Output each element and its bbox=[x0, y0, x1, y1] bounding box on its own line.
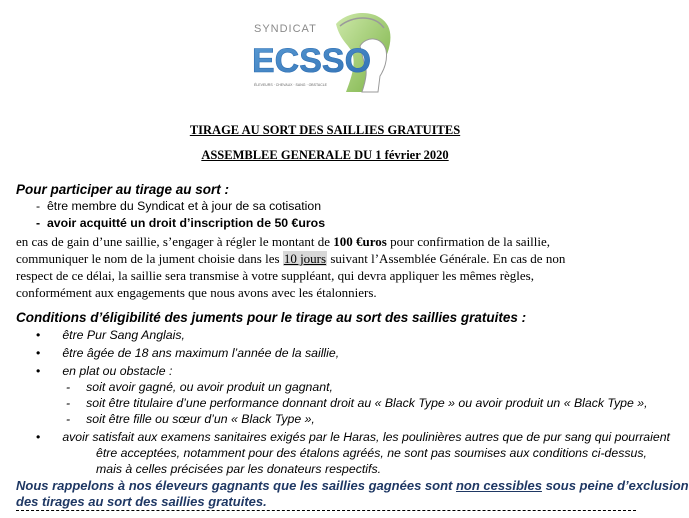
page-title: TIRAGE AU SORT DES SAILLIES GRATUITES bbox=[189, 123, 461, 137]
logo-fine-print: ÉLEVEURS · CHEVAUX · SANG · OBSTACLE bbox=[254, 83, 327, 87]
participate-item: - avoir acquitté un droit d’inscription de 50 €uros bbox=[36, 216, 326, 230]
amount-highlight: 100 €uros bbox=[333, 234, 387, 249]
page-subtitle: ASSEMBLEE GENERALE DU 1 février 2020 bbox=[201, 148, 449, 162]
paragraph-line: conformément aux engagements que nous avons avec les étalonniers. bbox=[16, 285, 377, 300]
eligibility-bullet-continuation: être acceptées, notamment pour des étalons agréés, ne sont pas soumises aux conditions ci-dessus, bbox=[96, 446, 647, 460]
dash-marker: - bbox=[36, 216, 47, 230]
eligibility-heading: Conditions d’éligibilité des juments pour le tirage au sort des saillies gratuites : bbox=[16, 310, 527, 325]
logo-name: ECSSO bbox=[252, 42, 372, 80]
participate-heading: Pour participer au tirage au sort : bbox=[16, 182, 230, 197]
eligibility-bullet: • avoir satisfait aux examens sanitaires exigés par le Haras, les poulinières autres que de pur sang qui pourraient bbox=[36, 430, 670, 444]
dash-marker: - bbox=[66, 396, 71, 410]
dashed-divider bbox=[16, 510, 636, 511]
eligibility-bullet: • être Pur Sang Anglais, bbox=[36, 328, 185, 342]
eligibility-sub-item: - soit être titulaire d’une performance donnant droit au « Black Type » ou avoir produit un « Black Type », bbox=[66, 396, 648, 410]
non-transferable-highlight: non cessibles bbox=[455, 478, 542, 493]
participate-item: - être membre du Syndicat et à jour de sa cotisation bbox=[36, 199, 322, 213]
eligibility-bullet-continuation: mais à celles précisées par les donateurs respectifs. bbox=[96, 462, 382, 476]
bullet-marker: • bbox=[36, 364, 41, 378]
bullet-marker: • bbox=[36, 346, 41, 360]
deadline-highlight: 10 jours bbox=[283, 251, 327, 266]
eligibility-bullet: • être âgée de 18 ans maximum l’année de la saillie, bbox=[36, 346, 340, 360]
eligibility-sub-item: - soit être fille ou sœur d’un « Black Type », bbox=[66, 412, 315, 426]
ecsso-logo bbox=[248, 6, 398, 94]
paragraph-line: en cas de gain d’une saillie, s’engager à régler le montant de 100 €uros pour confirmation de la saillie, bbox=[16, 234, 551, 249]
eligibility-sub-item: - soit avoir gagné, ou avoir produit un gagnant, bbox=[66, 380, 333, 394]
dash-marker: - bbox=[66, 380, 71, 394]
logo-tagline: SYNDICAT bbox=[254, 23, 317, 35]
reminder-line: Nous rappelons à nos éleveurs gagnants que les saillies gagnées sont non cessibles sous peine d’exclusion bbox=[16, 478, 689, 493]
paragraph-line: respect de ce délai, la saillie sera transmise à votre suppléant, qui devra appliquer les mêmes règles, bbox=[16, 268, 534, 283]
eligibility-bullet: • en plat ou obstacle : bbox=[36, 364, 173, 378]
dash-marker: - bbox=[66, 412, 71, 426]
reminder-line: des tirages au sort des saillies gratuites. bbox=[16, 494, 267, 509]
paragraph-line: communiquer le nom de la jument choisie dans les 10 jours suivant l’Assemblée Générale. En cas de non bbox=[16, 251, 566, 266]
bullet-marker: • bbox=[36, 328, 41, 342]
bullet-marker: • bbox=[36, 430, 41, 444]
dash-marker: - bbox=[36, 199, 47, 213]
